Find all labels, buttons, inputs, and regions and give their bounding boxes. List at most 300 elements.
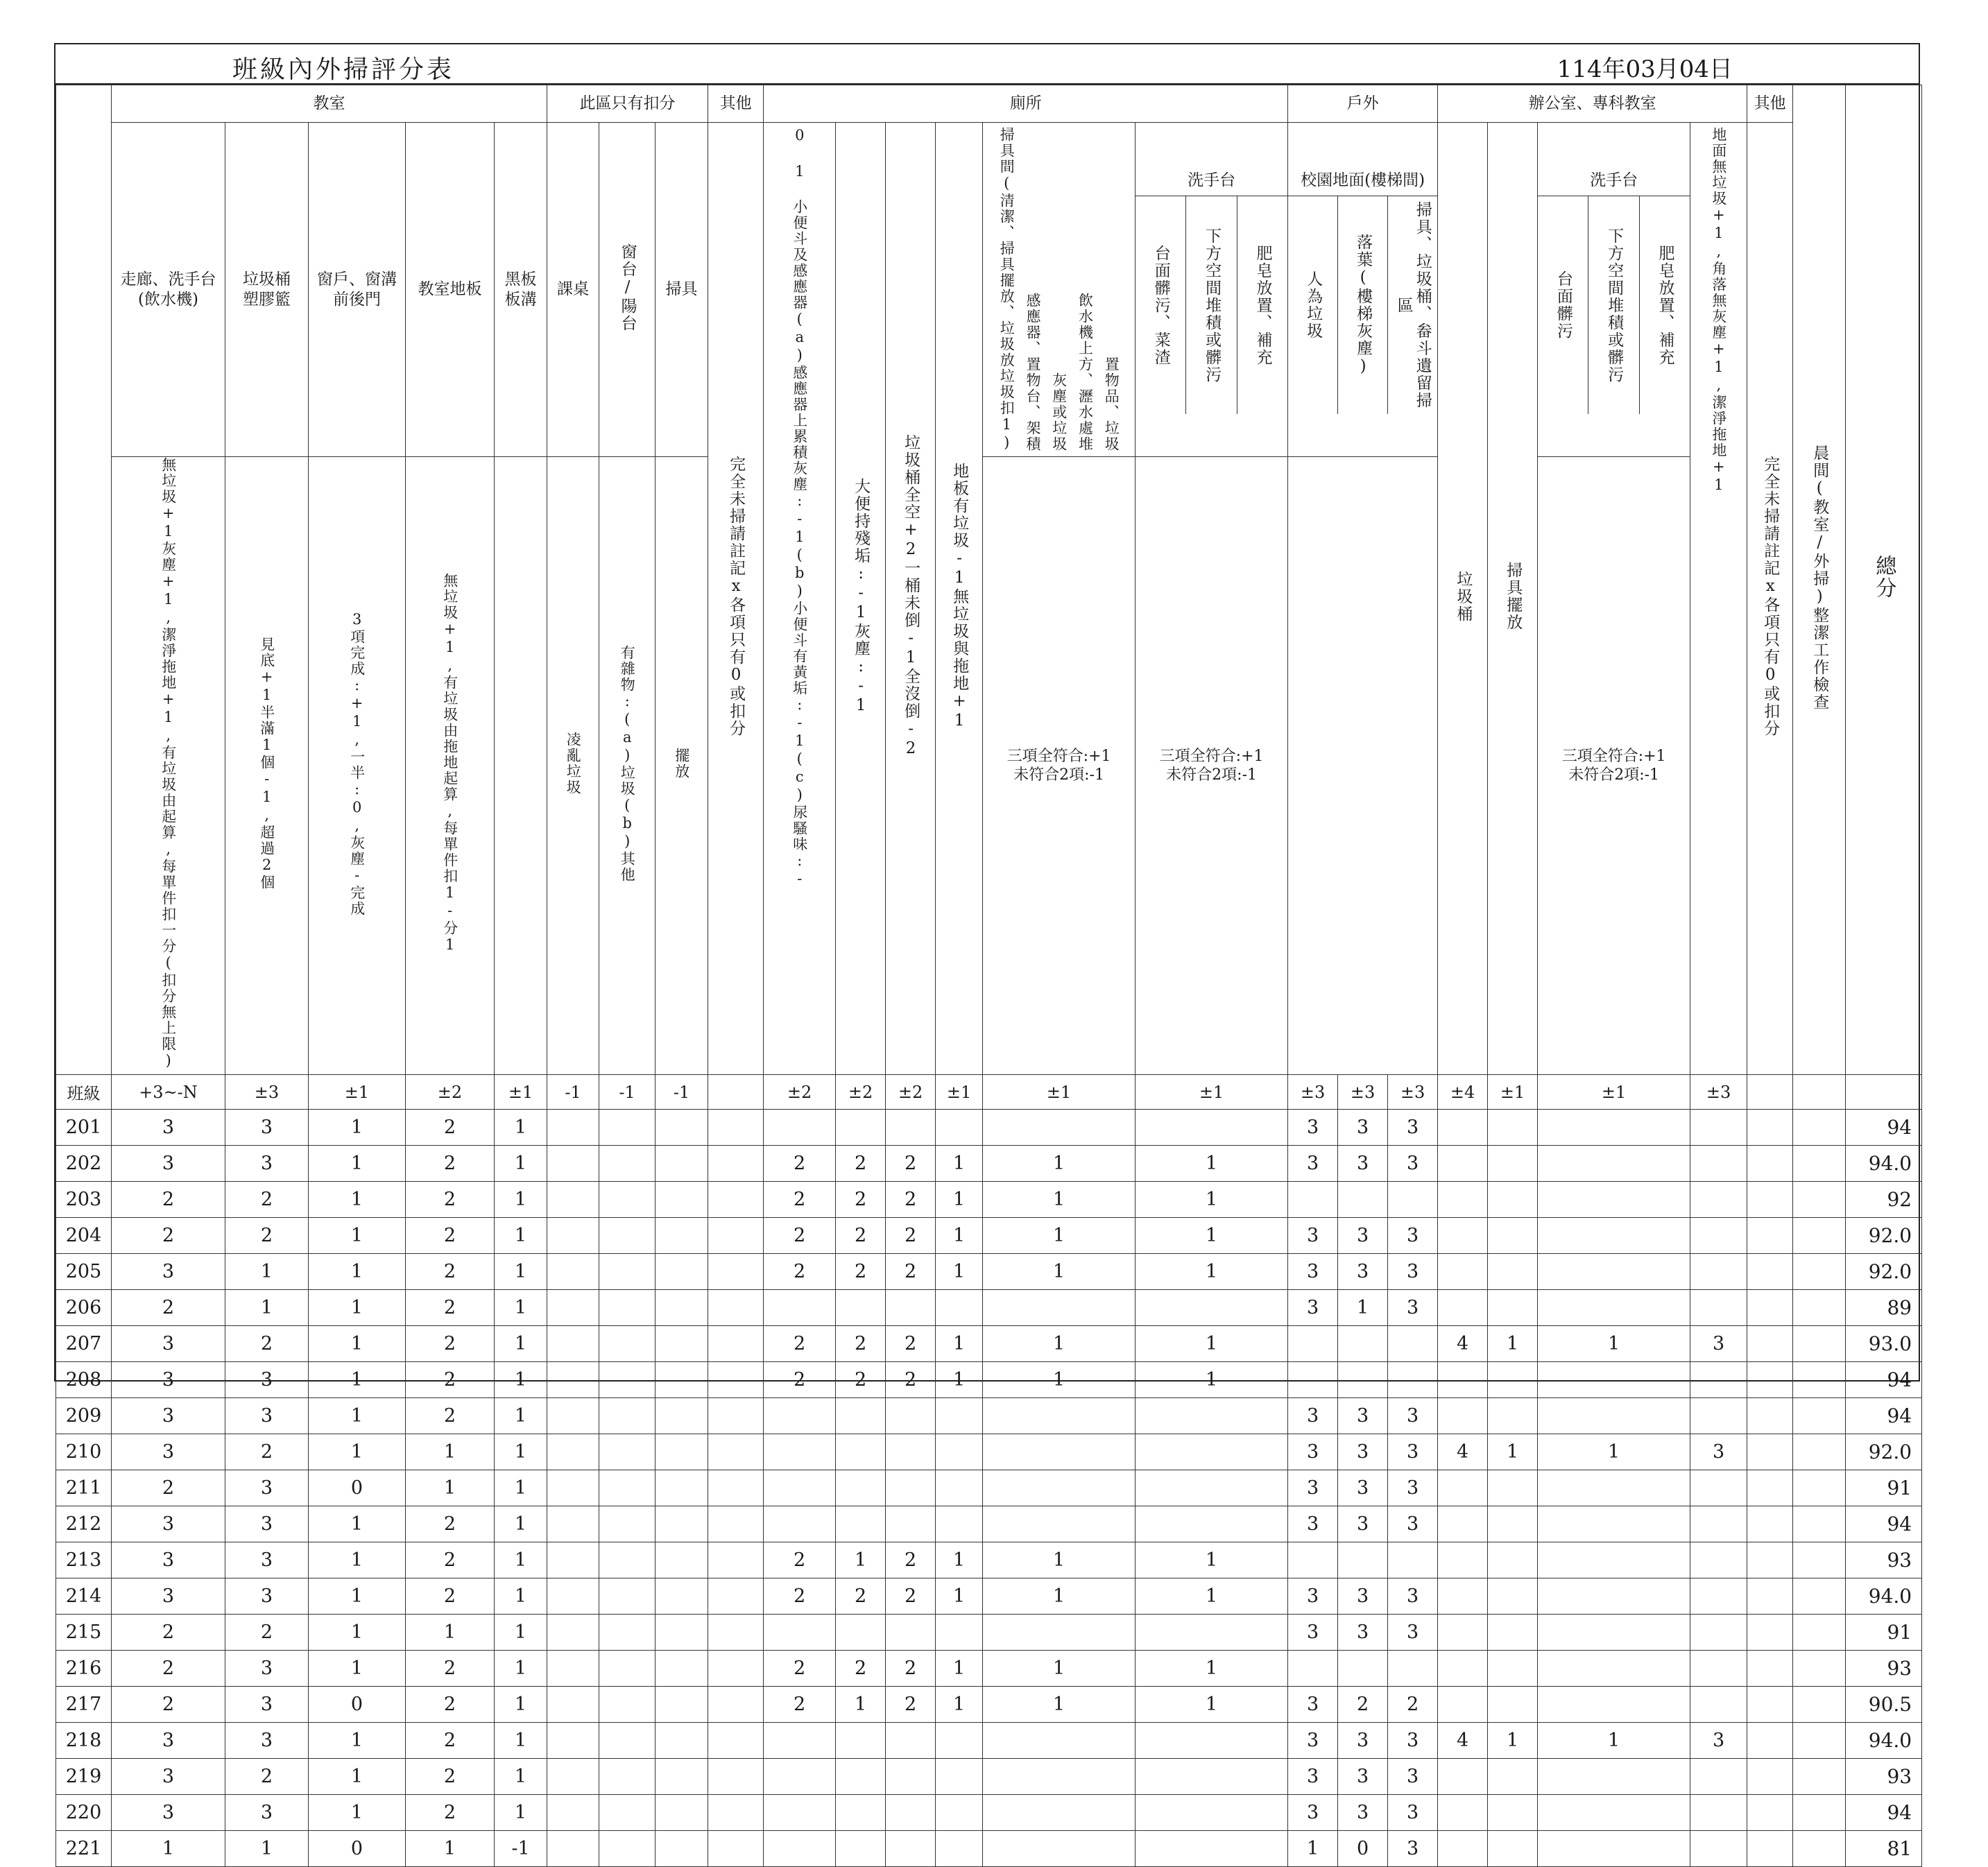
- score-cell: 1: [836, 1687, 886, 1723]
- score-cell: [1538, 1687, 1690, 1723]
- empty-cell: [1747, 1542, 1793, 1578]
- score-cell: 3: [112, 1398, 225, 1434]
- score-cell: 1: [936, 1254, 983, 1290]
- empty-cell: [547, 1362, 599, 1398]
- score-cell: [936, 1398, 983, 1434]
- score-cell: [936, 1506, 983, 1542]
- empty-cell: [655, 1110, 708, 1146]
- score-cell: 2: [886, 1687, 936, 1723]
- score-cell: 1: [495, 1110, 547, 1146]
- score-cell: 4: [1438, 1723, 1488, 1759]
- score-cell: 3: [1338, 1578, 1388, 1615]
- score-cell: [983, 1795, 1136, 1831]
- score-cell: [1488, 1542, 1538, 1578]
- empty-cell: [547, 1723, 599, 1759]
- score-cell: 1: [1488, 1434, 1538, 1470]
- header-not-cleaned-1: 完全未掃請註記x各項只有0或扣分: [708, 123, 764, 1075]
- criteria-toilet-misc: 三項全符合:+1 未符合2項:-1: [983, 457, 1136, 1075]
- score-cell: 3: [1388, 1578, 1438, 1615]
- score-cell: [1690, 1795, 1747, 1831]
- score-cell: 0: [309, 1470, 406, 1506]
- score-cell: 2: [406, 1290, 495, 1326]
- score-cell: 1: [309, 1795, 406, 1831]
- score-cell: [836, 1723, 886, 1759]
- score-cell: [886, 1470, 936, 1506]
- empty-cell: [1793, 1290, 1846, 1326]
- table-row: [56, 1542, 1922, 1578]
- weights-row: [56, 1075, 1922, 1110]
- score-cell: 0: [1338, 1831, 1388, 1867]
- score-cell: 3: [225, 1723, 309, 1759]
- empty-cell: [599, 1506, 655, 1542]
- score-cell: [983, 1759, 1136, 1795]
- empty-cell: [599, 1362, 655, 1398]
- score-cell: [1288, 1362, 1338, 1398]
- score-cell: 1: [983, 1218, 1136, 1254]
- score-cell: 3: [1288, 1254, 1338, 1290]
- weight-cell: ±2: [886, 1075, 936, 1110]
- score-cell: [886, 1290, 936, 1326]
- score-cell: [836, 1506, 886, 1542]
- criteria-campus-ground: [1288, 457, 1438, 1075]
- empty-cell: [1793, 1398, 1846, 1434]
- header-urinal: 0 1 小便斗及感應器(a)感應器上累積灰塵:-1(b)小便斗有黃垢:-1(c)尿騷味:-: [764, 123, 836, 1075]
- total-score: 91: [1846, 1615, 1922, 1651]
- score-cell: 2: [406, 1146, 495, 1182]
- score-cell: 3: [225, 1795, 309, 1831]
- score-cell: 1: [309, 1434, 406, 1470]
- score-cell: 1: [983, 1651, 1136, 1687]
- score-cell: 1: [406, 1434, 495, 1470]
- score-cell: 3: [1388, 1795, 1438, 1831]
- score-cell: [1538, 1831, 1690, 1867]
- empty-cell: [708, 1759, 764, 1795]
- score-cell: 3: [1388, 1506, 1438, 1542]
- score-cell: [1488, 1795, 1538, 1831]
- table-row: [56, 1398, 1922, 1434]
- table-row: [56, 1615, 1922, 1651]
- empty-cell: [599, 1434, 655, 1470]
- score-cell: 1: [406, 1615, 495, 1651]
- score-cell: 2: [764, 1218, 836, 1254]
- header-toilet-misc: 掃具間(清潔、掃具擺放、垃圾放垃圾扣1) 感應器、置物台、架積 灰塵或垃圾 飲水機上方、瀝水處堆 置物品、垃圾: [983, 123, 1136, 457]
- empty-cell: [1747, 1687, 1793, 1723]
- score-cell: 1: [983, 1254, 1136, 1290]
- score-cell: 3: [1690, 1326, 1747, 1362]
- score-cell: 1: [309, 1254, 406, 1290]
- empty-cell: [547, 1398, 599, 1434]
- empty-cell: [599, 1687, 655, 1723]
- score-cell: [1538, 1470, 1690, 1506]
- empty-cell: [708, 1687, 764, 1723]
- score-cell: [1288, 1651, 1338, 1687]
- empty-cell: [708, 1615, 764, 1651]
- empty-cell: [708, 1182, 764, 1218]
- score-cell: 1: [1136, 1362, 1288, 1398]
- score-cell: [836, 1615, 886, 1651]
- score-cell: 2: [764, 1542, 836, 1578]
- empty-cell: [1747, 1218, 1793, 1254]
- table-row: [56, 1723, 1922, 1759]
- empty-cell: [655, 1398, 708, 1434]
- score-cell: [1136, 1434, 1288, 1470]
- empty-cell: [1793, 1759, 1846, 1795]
- score-cell: 2: [406, 1398, 495, 1434]
- score-cell: [936, 1434, 983, 1470]
- score-cell: [764, 1723, 836, 1759]
- score-cell: [983, 1110, 1136, 1146]
- score-cell: 1: [309, 1182, 406, 1218]
- table-row: [56, 1290, 1922, 1326]
- score-cell: [1388, 1542, 1438, 1578]
- empty-cell: [547, 1218, 599, 1254]
- score-cell: [1538, 1759, 1690, 1795]
- score-cell: [1690, 1146, 1747, 1182]
- header-cleaning-tools: 掃具: [655, 123, 708, 457]
- weight-cell: [708, 1075, 764, 1110]
- score-cell: [1136, 1615, 1288, 1651]
- weight-cell: -1: [599, 1075, 655, 1110]
- total-score: 94: [1846, 1362, 1922, 1398]
- score-cell: 1: [936, 1146, 983, 1182]
- score-cell: 1: [495, 1542, 547, 1578]
- score-cell: 2: [225, 1218, 309, 1254]
- score-cell: 3: [1338, 1218, 1388, 1254]
- score-cell: [1538, 1218, 1690, 1254]
- group-toilet: 廁所: [764, 85, 1288, 123]
- score-cell: [1488, 1615, 1538, 1651]
- header-window-sill: 窗台/陽台: [599, 123, 655, 457]
- empty-cell: [708, 1218, 764, 1254]
- empty-cell: [1793, 1687, 1846, 1723]
- score-cell: 3: [225, 1362, 309, 1398]
- header-trash-bin: 垃圾桶 塑膠籃: [225, 123, 309, 457]
- score-cell: [936, 1290, 983, 1326]
- score-cell: 2: [886, 1182, 936, 1218]
- weights-label: 班級: [56, 1075, 112, 1110]
- score-cell: 1: [1538, 1326, 1690, 1362]
- score-cell: [1488, 1578, 1538, 1615]
- score-cell: [1538, 1290, 1690, 1326]
- score-cell: 3: [1338, 1110, 1388, 1146]
- score-cell: 3: [1388, 1470, 1438, 1506]
- score-cell: 1: [495, 1615, 547, 1651]
- score-cell: [1690, 1506, 1747, 1542]
- score-cell: [1690, 1831, 1747, 1867]
- score-cell: [1338, 1326, 1388, 1362]
- score-cell: [764, 1615, 836, 1651]
- score-cell: 1: [309, 1542, 406, 1578]
- score-cell: 2: [764, 1687, 836, 1723]
- score-cell: -1: [495, 1831, 547, 1867]
- score-cell: [1438, 1362, 1488, 1398]
- weight-cell: [1846, 1075, 1922, 1110]
- score-cell: 3: [1338, 1506, 1388, 1542]
- score-cell: [1136, 1290, 1288, 1326]
- table-row: [56, 1218, 1922, 1254]
- score-cell: 3: [225, 1506, 309, 1542]
- score-cell: 1: [983, 1182, 1136, 1218]
- score-cell: 2: [764, 1146, 836, 1182]
- empty-cell: [1747, 1831, 1793, 1867]
- score-cell: 2: [836, 1326, 886, 1362]
- score-cell: [936, 1795, 983, 1831]
- score-cell: 1: [309, 1578, 406, 1615]
- header-total: 總分: [1846, 85, 1922, 1075]
- score-cell: [886, 1506, 936, 1542]
- score-cell: [1538, 1542, 1690, 1578]
- score-cell: [836, 1290, 886, 1326]
- score-cell: 2: [406, 1759, 495, 1795]
- empty-cell: [708, 1795, 764, 1831]
- score-cell: [1538, 1795, 1690, 1831]
- class-number: 206: [56, 1290, 112, 1326]
- score-cell: [1538, 1362, 1690, 1398]
- total-score: 94.0: [1846, 1723, 1922, 1759]
- score-cell: [764, 1506, 836, 1542]
- score-cell: [764, 1398, 836, 1434]
- score-cell: 3: [1388, 1723, 1438, 1759]
- table-row: [56, 1795, 1922, 1831]
- class-number: 217: [56, 1687, 112, 1723]
- score-cell: [1690, 1254, 1747, 1290]
- score-cell: 4: [1438, 1434, 1488, 1470]
- score-cell: 3: [112, 1362, 225, 1398]
- empty-cell: [1793, 1254, 1846, 1290]
- empty-cell: [1793, 1434, 1846, 1470]
- score-cell: [1488, 1254, 1538, 1290]
- score-cell: [1690, 1542, 1747, 1578]
- score-cell: [1488, 1218, 1538, 1254]
- criteria-corridor: 無垃圾+1灰塵+1,潔淨拖地+1,有垃圾由起算,每單件扣一分(扣分無上限): [112, 457, 225, 1075]
- class-number: 215: [56, 1615, 112, 1651]
- score-cell: 3: [1288, 1723, 1338, 1759]
- score-cell: 1: [495, 1651, 547, 1687]
- empty-cell: [599, 1651, 655, 1687]
- score-cell: [1488, 1362, 1538, 1398]
- score-cell: 2: [886, 1362, 936, 1398]
- empty-cell: [1793, 1362, 1846, 1398]
- score-cell: [764, 1110, 836, 1146]
- criteria-windows: 3項完成:+1,一半:0,灰塵-完成: [309, 457, 406, 1075]
- score-cell: 2: [886, 1254, 936, 1290]
- score-cell: 3: [1388, 1146, 1438, 1182]
- score-cell: 1: [309, 1398, 406, 1434]
- total-score: 92.0: [1846, 1218, 1922, 1254]
- score-cell: [1488, 1182, 1538, 1218]
- table-row: [56, 1470, 1922, 1506]
- score-cell: [836, 1795, 886, 1831]
- score-cell: [1538, 1182, 1690, 1218]
- empty-cell: [547, 1146, 599, 1182]
- score-cell: [1438, 1290, 1488, 1326]
- empty-cell: [655, 1578, 708, 1615]
- score-cell: 1: [309, 1290, 406, 1326]
- score-cell: [764, 1470, 836, 1506]
- criteria-office-sink: 三項全符合:+1 未符合2項:-1: [1538, 457, 1690, 1075]
- empty-cell: [547, 1110, 599, 1146]
- score-cell: [1438, 1615, 1488, 1651]
- criteria-desks: 凌亂垃圾: [547, 457, 599, 1075]
- score-cell: [886, 1110, 936, 1146]
- score-cell: 3: [1288, 1687, 1338, 1723]
- empty-cell: [708, 1470, 764, 1506]
- score-cell: 3: [1288, 1146, 1338, 1182]
- score-sheet: [54, 43, 1920, 1860]
- score-cell: 1: [309, 1759, 406, 1795]
- score-cell: [1488, 1398, 1538, 1434]
- score-cell: 1: [936, 1687, 983, 1723]
- score-cell: 1: [406, 1831, 495, 1867]
- score-cell: 3: [112, 1542, 225, 1578]
- empty-cell: [655, 1723, 708, 1759]
- score-cell: [1338, 1651, 1388, 1687]
- empty-cell: [1793, 1723, 1846, 1759]
- score-cell: 1: [309, 1218, 406, 1254]
- score-cell: [1136, 1398, 1288, 1434]
- empty-cell: [1793, 1182, 1846, 1218]
- class-number: 205: [56, 1254, 112, 1290]
- score-cell: 1: [495, 1326, 547, 1362]
- header-office-trash: 垃圾桶: [1438, 123, 1488, 1075]
- total-score: 92: [1846, 1182, 1922, 1218]
- score-cell: 1: [1538, 1434, 1690, 1470]
- score-cell: 3: [1338, 1146, 1388, 1182]
- class-number: 221: [56, 1831, 112, 1867]
- table-row: [56, 1506, 1922, 1542]
- empty-cell: [1747, 1362, 1793, 1398]
- score-cell: 1: [1136, 1146, 1288, 1182]
- score-cell: [836, 1831, 886, 1867]
- empty-cell: [547, 1578, 599, 1615]
- empty-cell: [599, 1146, 655, 1182]
- score-cell: 1: [1136, 1687, 1288, 1723]
- score-cell: 2: [406, 1506, 495, 1542]
- score-table: [55, 85, 1922, 1867]
- weight-cell: ±2: [764, 1075, 836, 1110]
- header-corridor: 走廊、洗手台 (飲水機): [112, 123, 225, 457]
- score-cell: [1438, 1110, 1488, 1146]
- score-cell: 1: [1136, 1254, 1288, 1290]
- score-cell: [764, 1434, 836, 1470]
- score-rows: [56, 1110, 1922, 1867]
- empty-cell: [547, 1254, 599, 1290]
- score-cell: 3: [1338, 1723, 1388, 1759]
- empty-cell: [1793, 1218, 1846, 1254]
- score-cell: 3: [1690, 1434, 1747, 1470]
- score-cell: 1: [309, 1146, 406, 1182]
- empty-cell: [655, 1218, 708, 1254]
- empty-cell: [655, 1759, 708, 1795]
- empty-cell: [547, 1542, 599, 1578]
- score-cell: [936, 1723, 983, 1759]
- empty-cell: [1793, 1146, 1846, 1182]
- empty-cell: [708, 1434, 764, 1470]
- score-cell: 2: [836, 1254, 886, 1290]
- empty-cell: [655, 1146, 708, 1182]
- score-cell: [764, 1831, 836, 1867]
- score-cell: 2: [836, 1578, 886, 1615]
- weight-cell: +3~-N: [112, 1075, 225, 1110]
- score-cell: [983, 1723, 1136, 1759]
- score-cell: [936, 1615, 983, 1651]
- score-cell: 1: [1488, 1326, 1538, 1362]
- score-cell: 2: [112, 1615, 225, 1651]
- score-cell: [1288, 1542, 1338, 1578]
- score-cell: [1538, 1506, 1690, 1542]
- score-cell: [836, 1434, 886, 1470]
- empty-cell: [1793, 1506, 1846, 1542]
- empty-cell: [1747, 1398, 1793, 1434]
- score-cell: [1136, 1110, 1288, 1146]
- score-cell: 3: [1388, 1434, 1438, 1470]
- header-toilet-trash: 垃圾桶全空+2一桶未倒-1全沒倒-2: [886, 123, 936, 1075]
- table-row: [56, 1254, 1922, 1290]
- score-cell: 1: [936, 1182, 983, 1218]
- score-cell: 2: [764, 1326, 836, 1362]
- score-cell: 1: [495, 1578, 547, 1615]
- total-score: 94: [1846, 1506, 1922, 1542]
- empty-cell: [1747, 1723, 1793, 1759]
- score-cell: [836, 1398, 886, 1434]
- empty-cell: [1793, 1326, 1846, 1362]
- score-cell: 2: [406, 1110, 495, 1146]
- score-cell: 3: [1338, 1470, 1388, 1506]
- score-cell: 1: [983, 1362, 1136, 1398]
- empty-cell: [599, 1542, 655, 1578]
- score-cell: 3: [1288, 1759, 1338, 1795]
- empty-cell: [599, 1470, 655, 1506]
- score-cell: 1: [983, 1326, 1136, 1362]
- score-cell: [1136, 1831, 1288, 1867]
- score-cell: 1: [936, 1362, 983, 1398]
- weight-cell: ±1: [936, 1075, 983, 1110]
- score-cell: 1: [495, 1362, 547, 1398]
- empty-cell: [708, 1831, 764, 1867]
- score-cell: 3: [112, 1110, 225, 1146]
- score-cell: 1: [309, 1723, 406, 1759]
- score-cell: [983, 1470, 1136, 1506]
- total-score: 92.0: [1846, 1434, 1922, 1470]
- empty-cell: [655, 1290, 708, 1326]
- score-cell: [1438, 1254, 1488, 1290]
- score-cell: [886, 1759, 936, 1795]
- total-score: 94: [1846, 1795, 1922, 1831]
- score-cell: [764, 1795, 836, 1831]
- score-cell: 3: [1388, 1398, 1438, 1434]
- empty-cell: [655, 1182, 708, 1218]
- score-cell: 3: [1338, 1434, 1388, 1470]
- score-cell: 3: [112, 1434, 225, 1470]
- score-cell: 2: [406, 1182, 495, 1218]
- score-cell: [1388, 1362, 1438, 1398]
- score-cell: 3: [225, 1398, 309, 1434]
- score-cell: 3: [112, 1326, 225, 1362]
- weight-cell: ±3: [1338, 1075, 1388, 1110]
- score-cell: [886, 1795, 936, 1831]
- score-cell: 3: [112, 1506, 225, 1542]
- sheet-date: 114年03月04日: [1557, 55, 1733, 83]
- empty-cell: [655, 1542, 708, 1578]
- score-cell: 3: [225, 1470, 309, 1506]
- score-cell: 3: [1388, 1110, 1438, 1146]
- total-score: 93: [1846, 1759, 1922, 1795]
- weight-cell: -1: [655, 1075, 708, 1110]
- score-cell: 2: [886, 1578, 936, 1615]
- score-cell: 2: [1388, 1687, 1438, 1723]
- score-cell: [1388, 1651, 1438, 1687]
- total-score: 90.5: [1846, 1687, 1922, 1723]
